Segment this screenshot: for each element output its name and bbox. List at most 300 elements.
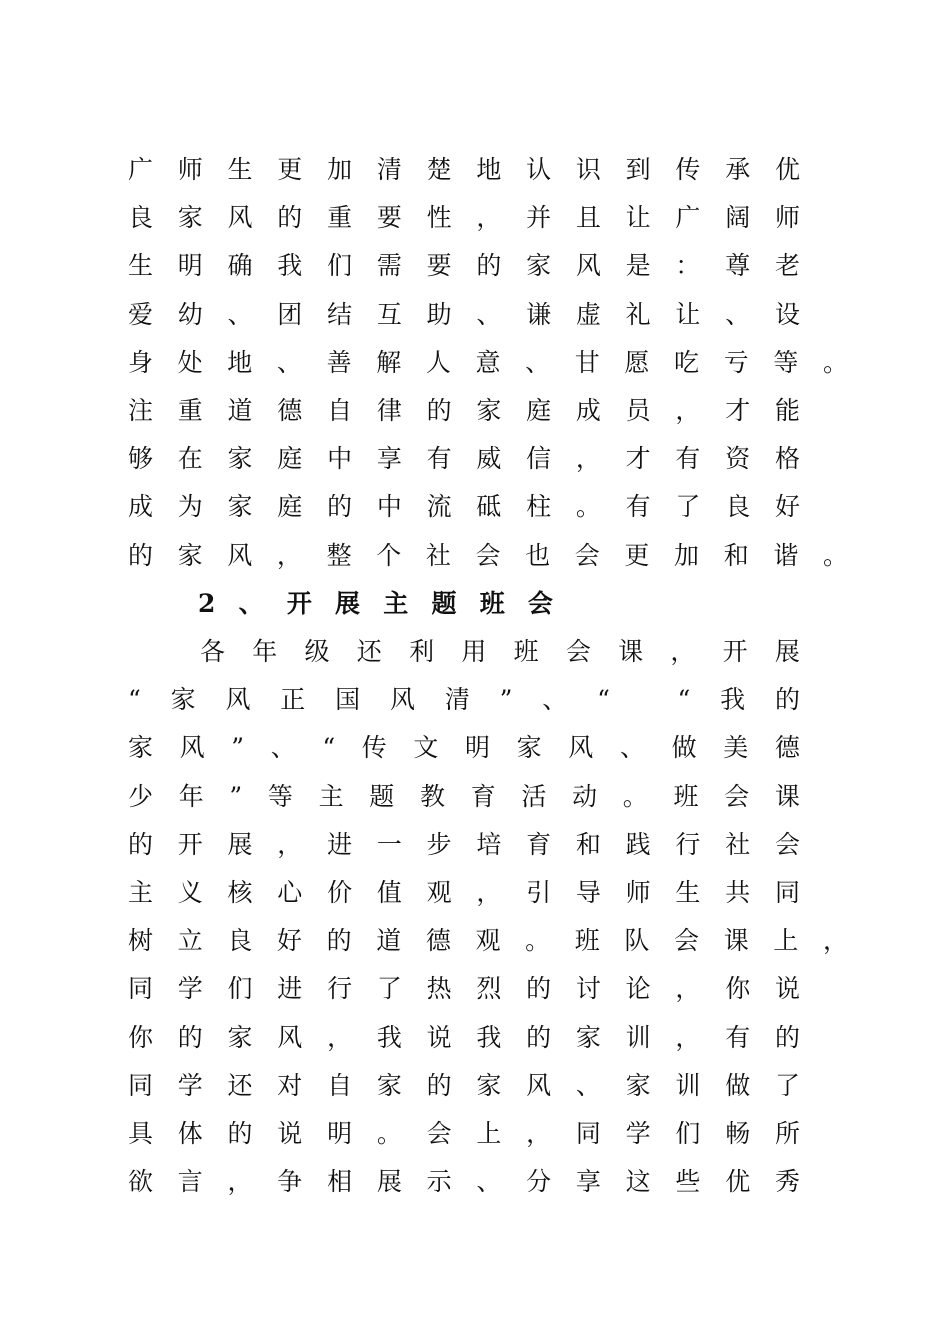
glyph: 做 xyxy=(725,1071,751,1100)
text-line xyxy=(128,825,800,865)
glyph: 成 xyxy=(575,396,601,425)
glyph: 更 xyxy=(624,541,650,570)
glyph: 老 xyxy=(774,251,800,280)
glyph: ， xyxy=(670,637,696,666)
glyph: 了 xyxy=(774,1071,800,1100)
glyph: 是 xyxy=(625,251,651,280)
glyph: 同 xyxy=(575,1119,601,1148)
glyph: 传 xyxy=(675,155,701,184)
paragraph-first-line xyxy=(200,632,800,672)
glyph: 并 xyxy=(526,203,552,232)
glyph: 讨 xyxy=(575,974,601,1003)
glyph: 你 xyxy=(725,974,751,1003)
glyph: 解 xyxy=(376,348,402,377)
glyph: 。 xyxy=(525,926,551,955)
glyph: 团 xyxy=(277,300,303,329)
glyph: 识 xyxy=(575,155,601,184)
glyph: 互 xyxy=(376,300,402,329)
glyph: 好 xyxy=(276,926,302,955)
glyph: ， xyxy=(476,203,502,232)
text-line xyxy=(128,487,800,527)
glyph: ， xyxy=(227,1167,253,1196)
glyph: 的 xyxy=(526,1023,552,1052)
glyph: 信 xyxy=(526,444,552,473)
glyph: 清 xyxy=(376,155,402,184)
glyph: 爱 xyxy=(128,300,154,329)
glyph: 和 xyxy=(575,830,601,859)
glyph: ， xyxy=(675,396,701,425)
glyph: 热 xyxy=(426,974,452,1003)
glyph: 风 xyxy=(526,1071,552,1100)
glyph: 、 xyxy=(542,685,568,714)
glyph: 训 xyxy=(675,1071,701,1100)
text-line xyxy=(128,728,800,768)
glyph: 欲 xyxy=(128,1167,154,1196)
glyph: 、 xyxy=(276,348,302,377)
glyph: 整 xyxy=(326,541,352,570)
glyph: 加 xyxy=(674,541,700,570)
glyph: 共 xyxy=(725,878,751,907)
glyph: 观 xyxy=(475,926,501,955)
glyph: 活 xyxy=(521,782,547,811)
glyph: 德 xyxy=(425,926,451,955)
glyph: 上 xyxy=(476,1119,502,1148)
glyph: 们 xyxy=(227,974,253,1003)
glyph: 传 xyxy=(361,733,387,762)
text-line xyxy=(128,1114,800,1154)
glyph: 让 xyxy=(675,300,701,329)
text-line xyxy=(128,1162,800,1202)
glyph: 我 xyxy=(720,685,746,714)
glyph: 风 xyxy=(227,203,253,232)
glyph: 主 xyxy=(383,589,409,618)
glyph: 会 xyxy=(426,1119,452,1148)
glyph: 德 xyxy=(277,396,303,425)
glyph: 师 xyxy=(177,155,203,184)
glyph: 各 xyxy=(200,637,226,666)
glyph: 班 xyxy=(574,926,600,955)
glyph xyxy=(640,680,648,720)
glyph: 还 xyxy=(356,637,382,666)
glyph: 我 xyxy=(277,251,303,280)
glyph: ， xyxy=(277,830,303,859)
text-line xyxy=(128,1066,800,1106)
glyph: 说 xyxy=(277,1119,303,1148)
glyph: 做 xyxy=(671,733,697,762)
glyph: 进 xyxy=(327,830,353,859)
glyph: 需 xyxy=(376,251,402,280)
glyph: 、 xyxy=(575,1071,601,1100)
glyph: 尊 xyxy=(725,251,751,280)
glyph: 学 xyxy=(177,974,203,1003)
glyph: 身 xyxy=(128,348,154,377)
glyph: 、 xyxy=(227,300,253,329)
glyph: 的 xyxy=(426,1071,452,1100)
glyph: “ xyxy=(128,685,141,714)
glyph: 中 xyxy=(327,444,353,473)
glyph: 育 xyxy=(470,782,496,811)
text-line xyxy=(128,680,800,720)
glyph: 家 xyxy=(516,733,542,762)
glyph: 同 xyxy=(128,1071,154,1100)
glyph: 会 xyxy=(774,830,800,859)
glyph: 和 xyxy=(723,541,749,570)
glyph: 庭 xyxy=(526,396,552,425)
glyph: 言 xyxy=(177,1167,203,1196)
glyph: 队 xyxy=(624,926,650,955)
glyph: 生 xyxy=(128,251,154,280)
glyph: 家 xyxy=(476,396,502,425)
text-line xyxy=(128,343,848,383)
glyph: 的 xyxy=(526,974,552,1003)
glyph: 阔 xyxy=(725,203,751,232)
glyph: 认 xyxy=(526,155,552,184)
glyph: 风 xyxy=(277,1023,303,1052)
glyph: 会 xyxy=(527,589,553,618)
glyph: ， xyxy=(675,1023,701,1052)
glyph: 行 xyxy=(327,974,353,1003)
glyph: 家 xyxy=(128,733,154,762)
glyph: 家 xyxy=(177,203,203,232)
glyph: 风 xyxy=(389,685,415,714)
glyph: 动 xyxy=(572,782,598,811)
glyph: 心 xyxy=(277,878,303,907)
glyph: 亏 xyxy=(723,348,749,377)
glyph: 到 xyxy=(625,155,651,184)
glyph: 我 xyxy=(376,1023,402,1052)
glyph: 、 xyxy=(525,348,551,377)
glyph: 虚 xyxy=(575,300,601,329)
glyph: 班 xyxy=(479,589,505,618)
glyph: 自 xyxy=(327,1071,353,1100)
glyph: 会 xyxy=(674,926,700,955)
glyph: 观 xyxy=(426,878,452,907)
glyph: ， xyxy=(327,1023,353,1052)
glyph: 风 xyxy=(179,733,205,762)
glyph: 优 xyxy=(774,155,800,184)
glyph: 愿 xyxy=(624,348,650,377)
glyph: 有 xyxy=(426,444,452,473)
glyph: 的 xyxy=(476,251,502,280)
text-line xyxy=(128,777,800,817)
glyph: 幼 xyxy=(177,300,203,329)
glyph: 承 xyxy=(725,155,751,184)
glyph: 的 xyxy=(177,1023,203,1052)
glyph: 课 xyxy=(723,926,749,955)
glyph: 享 xyxy=(575,1167,601,1196)
text-line xyxy=(128,295,800,335)
glyph: 的 xyxy=(327,492,353,521)
glyph: 题 xyxy=(431,589,457,618)
glyph: 一 xyxy=(376,830,402,859)
glyph: 所 xyxy=(774,1119,800,1148)
glyph: ” xyxy=(231,733,245,762)
glyph: 美 xyxy=(723,733,749,762)
glyph: 会 xyxy=(565,637,591,666)
glyph: 班 xyxy=(673,782,699,811)
glyph: 好 xyxy=(774,492,800,521)
glyph: 资 xyxy=(725,444,751,473)
glyph: 进 xyxy=(277,974,303,1003)
glyph: 价 xyxy=(327,878,353,907)
glyph: 展 xyxy=(376,1167,402,1196)
glyph: “ xyxy=(597,685,610,714)
glyph: 礼 xyxy=(625,300,651,329)
glyph: 成 xyxy=(128,492,154,521)
glyph: 能 xyxy=(774,396,800,425)
glyph: 谐 xyxy=(773,541,799,570)
glyph: 、 xyxy=(270,733,296,762)
glyph: 学 xyxy=(177,1071,203,1100)
glyph: 有 xyxy=(725,1023,751,1052)
glyph: 才 xyxy=(625,444,651,473)
text-line xyxy=(128,921,848,961)
glyph: 论 xyxy=(625,974,651,1003)
glyph: 培 xyxy=(476,830,502,859)
glyph: 有 xyxy=(675,444,701,473)
glyph: 家 xyxy=(476,1071,502,1100)
glyph: 道 xyxy=(376,926,402,955)
glyph: ， xyxy=(476,878,502,907)
glyph: 优 xyxy=(725,1167,751,1196)
glyph: 年 xyxy=(178,782,204,811)
glyph: 我 xyxy=(476,1023,502,1052)
glyph: 级 xyxy=(304,637,330,666)
glyph: 正 xyxy=(280,685,306,714)
glyph: 少 xyxy=(128,782,154,811)
glyph: 主 xyxy=(318,782,344,811)
glyph: 庭 xyxy=(277,492,303,521)
glyph: 开 xyxy=(286,589,312,618)
glyph: 的 xyxy=(277,203,303,232)
glyph: 师 xyxy=(774,203,800,232)
glyph: 的 xyxy=(326,926,352,955)
glyph: ： xyxy=(675,251,701,280)
glyph: 家 xyxy=(227,1023,253,1052)
glyph: 让 xyxy=(625,203,651,232)
glyph: 用 xyxy=(461,637,487,666)
glyph: ， xyxy=(526,1119,552,1148)
glyph: 广 xyxy=(675,203,701,232)
glyph: 良 xyxy=(725,492,751,521)
glyph: 助 xyxy=(426,300,452,329)
glyph: 同 xyxy=(774,878,800,907)
glyph: 争 xyxy=(277,1167,303,1196)
glyph: 的 xyxy=(128,541,154,570)
glyph: 文 xyxy=(413,733,439,762)
glyph: 题 xyxy=(369,782,395,811)
glyph: 、 xyxy=(725,300,751,329)
glyph: 践 xyxy=(625,830,651,859)
glyph: 在 xyxy=(177,444,203,473)
glyph: 家 xyxy=(625,1071,651,1100)
glyph: 个 xyxy=(376,541,402,570)
glyph: 也 xyxy=(525,541,551,570)
glyph: ， xyxy=(575,444,601,473)
glyph: 学 xyxy=(625,1119,651,1148)
text-line xyxy=(128,391,800,431)
glyph: 、 xyxy=(476,1167,502,1196)
glyph: 示 xyxy=(426,1167,452,1196)
glyph: 烈 xyxy=(476,974,502,1003)
glyph: 开 xyxy=(177,830,203,859)
glyph: 注 xyxy=(128,396,154,425)
glyph: 会 xyxy=(724,782,750,811)
glyph: 员 xyxy=(625,396,651,425)
glyph: 清 xyxy=(444,685,470,714)
glyph: 确 xyxy=(227,251,253,280)
glyph: 良 xyxy=(227,926,253,955)
glyph: 家 xyxy=(227,492,253,521)
glyph: 展 xyxy=(774,637,800,666)
text-line xyxy=(128,969,800,1009)
glyph: 自 xyxy=(327,396,353,425)
glyph: 。 xyxy=(822,541,848,570)
glyph: 砥 xyxy=(476,492,502,521)
glyph: 结 xyxy=(327,300,353,329)
glyph: 家 xyxy=(177,541,203,570)
glyph: 会 xyxy=(475,541,501,570)
text-line xyxy=(128,439,800,479)
text-line xyxy=(128,873,800,913)
glyph: 地 xyxy=(227,348,253,377)
glyph: 威 xyxy=(476,444,502,473)
glyph: 你 xyxy=(128,1023,154,1052)
glyph: 的 xyxy=(426,396,452,425)
glyph: 立 xyxy=(177,926,203,955)
glyph: 柱 xyxy=(526,492,552,521)
glyph: “ xyxy=(322,733,336,762)
glyph: 主 xyxy=(128,878,154,907)
glyph: 风 xyxy=(568,733,594,762)
glyph: 格 xyxy=(774,444,800,473)
glyph: 具 xyxy=(128,1119,154,1148)
glyph: 同 xyxy=(128,974,154,1003)
glyph: ” xyxy=(499,685,513,714)
glyph: 行 xyxy=(675,830,701,859)
glyph: 庭 xyxy=(277,444,303,473)
text-line xyxy=(128,246,800,286)
glyph: 国 xyxy=(335,685,361,714)
glyph: 的 xyxy=(774,1023,800,1052)
glyph: 步 xyxy=(426,830,452,859)
glyph: 够 xyxy=(128,444,154,473)
glyph: 设 xyxy=(774,300,800,329)
glyph: 树 xyxy=(128,926,154,955)
glyph: ， xyxy=(822,926,848,955)
glyph: 育 xyxy=(526,830,552,859)
glyph: 要 xyxy=(376,203,402,232)
glyph: 道 xyxy=(227,396,253,425)
glyph: 等 xyxy=(773,348,799,377)
glyph: 。 xyxy=(822,348,848,377)
glyph: ， xyxy=(276,541,302,570)
glyph: 展 xyxy=(227,830,253,859)
glyph: 社 xyxy=(725,830,751,859)
glyph: 处 xyxy=(177,348,203,377)
glyph: 的 xyxy=(774,685,800,714)
glyph: 加 xyxy=(327,155,353,184)
glyph: 了 xyxy=(376,974,402,1003)
glyph: 家 xyxy=(526,251,552,280)
glyph: 楚 xyxy=(426,155,452,184)
glyph: 2 xyxy=(198,589,216,618)
glyph: 。 xyxy=(376,1119,402,1148)
glyph: 家 xyxy=(376,1071,402,1100)
glyph: 们 xyxy=(327,251,353,280)
glyph: 生 xyxy=(675,878,701,907)
glyph: 导 xyxy=(575,878,601,907)
glyph: 社 xyxy=(425,541,451,570)
glyph: 为 xyxy=(177,492,203,521)
glyph: 家 xyxy=(575,1023,601,1052)
glyph: 说 xyxy=(774,974,800,1003)
glyph: 开 xyxy=(722,637,748,666)
glyph: 师 xyxy=(625,878,651,907)
text-line xyxy=(128,1018,800,1058)
glyph: 核 xyxy=(227,878,253,907)
glyph: 相 xyxy=(327,1167,353,1196)
glyph: 班 xyxy=(513,637,539,666)
glyph: 享 xyxy=(376,444,402,473)
glyph: 中 xyxy=(376,492,402,521)
glyph: 有 xyxy=(625,492,651,521)
glyph: 些 xyxy=(675,1167,701,1196)
glyph: 广 xyxy=(128,155,154,184)
glyph: 意 xyxy=(475,348,501,377)
glyph: 训 xyxy=(625,1023,651,1052)
glyph: 对 xyxy=(277,1071,303,1100)
glyph: 、 xyxy=(619,733,645,762)
glyph: 家 xyxy=(227,444,253,473)
glyph: “ xyxy=(677,685,691,714)
glyph: 才 xyxy=(725,396,751,425)
glyph: 重 xyxy=(177,396,203,425)
glyph: 风 xyxy=(227,541,253,570)
glyph: 上 xyxy=(773,926,799,955)
glyph: 们 xyxy=(675,1119,701,1148)
glyph: 且 xyxy=(575,203,601,232)
glyph: 引 xyxy=(526,878,552,907)
glyph: 明 xyxy=(465,733,491,762)
glyph: 重 xyxy=(327,203,353,232)
glyph: 风 xyxy=(225,685,251,714)
glyph: 风 xyxy=(575,251,601,280)
glyph: 生 xyxy=(227,155,253,184)
glyph: 值 xyxy=(376,878,402,907)
glyph: 展 xyxy=(335,589,361,618)
glyph: 还 xyxy=(227,1071,253,1100)
glyph: 了 xyxy=(675,492,701,521)
glyph: 明 xyxy=(177,251,203,280)
glyph: 。 xyxy=(622,782,648,811)
glyph: 教 xyxy=(419,782,445,811)
glyph: 更 xyxy=(277,155,303,184)
glyph: 性 xyxy=(426,203,452,232)
glyph: 善 xyxy=(326,348,352,377)
glyph: 等 xyxy=(267,782,293,811)
glyph: 分 xyxy=(526,1167,552,1196)
glyph: 利 xyxy=(409,637,435,666)
glyph: 义 xyxy=(177,878,203,907)
glyph: 、 xyxy=(238,589,264,618)
glyph: 良 xyxy=(128,203,154,232)
glyph: 课 xyxy=(618,637,644,666)
glyph: 明 xyxy=(327,1119,353,1148)
glyph: 要 xyxy=(426,251,452,280)
glyph: 家 xyxy=(170,685,196,714)
glyph: 律 xyxy=(376,396,402,425)
